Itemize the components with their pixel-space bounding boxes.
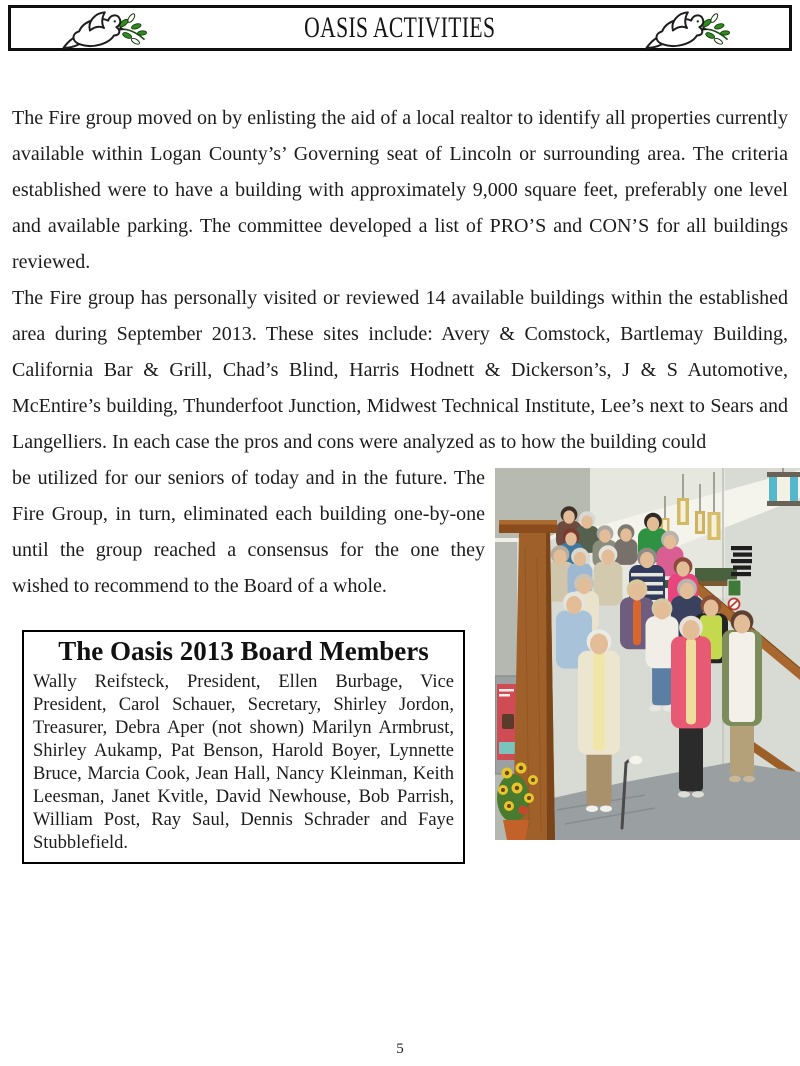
paragraph-buildings-visited: The Fire group has personally visited or reviewed 14 available buildings within the established area during September 2013. These sites include: Avery & Comstock, Bartlemay Building, California Bar & Grill, Chad’s Blind, Harris Hodnett & Dickerson’s, J & S Automotive, McEntire’s building, Thunderfoot Junction, Midwest Technical Institute, Lee’s next to Sears and Langelliers. In each case the pros and cons were analyzed as to how the building could <box>12 287 788 453</box>
article <box>12 100 788 864</box>
dove-olive-branch-icon-right <box>644 8 730 53</box>
group-photo <box>495 468 800 840</box>
dove-olive-branch-icon-left <box>61 8 147 53</box>
board-members-box <box>22 630 465 864</box>
group-photo-illustration <box>495 468 800 840</box>
board-box-names: Wally Reifsteck, President, Ellen Burbage, Vice President, Carol Schauer, Secretary, Shirley Jordon, Treasurer, Debra Aper (not shown) Marilyn Armbrust, Shirley Aukamp, Pat Benson, Harold Boyer, Lynnette Bruce, Marcia Cook, Jean Hall, Nancy Kleinman, Keith Leesman, Janet Kvitle, David Newhouse, Bob Parrish, William Post, Ray Saul, Dennis Schrader and Faye Stubblefield. <box>33 672 454 853</box>
masthead <box>8 5 792 51</box>
board-box-title: The Oasis 2013 Board Members <box>58 636 429 666</box>
paragraph-fire-group-realtor: The Fire group moved on by enlisting the aid of a local realtor to identify all properties currently available within Logan County’s’ Governing seat of Lincoln or surrounding area. The criteria established were to have a building with approximately 9,000 square feet, preferably one level and available parking. The committee developed a list of PRO’S and CON’S for all buildings reviewed. <box>12 107 788 273</box>
wrap-section <box>12 460 788 864</box>
paragraph-buildings-wrapped: be utilized for our seniors of today and in the future. The Fire Group, in turn, eliminated each building one-by-one until the group reached a consensus for the one they wished to recommend to the Board of a whole. <box>12 467 485 597</box>
page-title: OASIS ACTIVITIES <box>304 11 496 44</box>
page-number: 5 <box>396 1041 404 1057</box>
flower-pot <box>503 820 529 840</box>
